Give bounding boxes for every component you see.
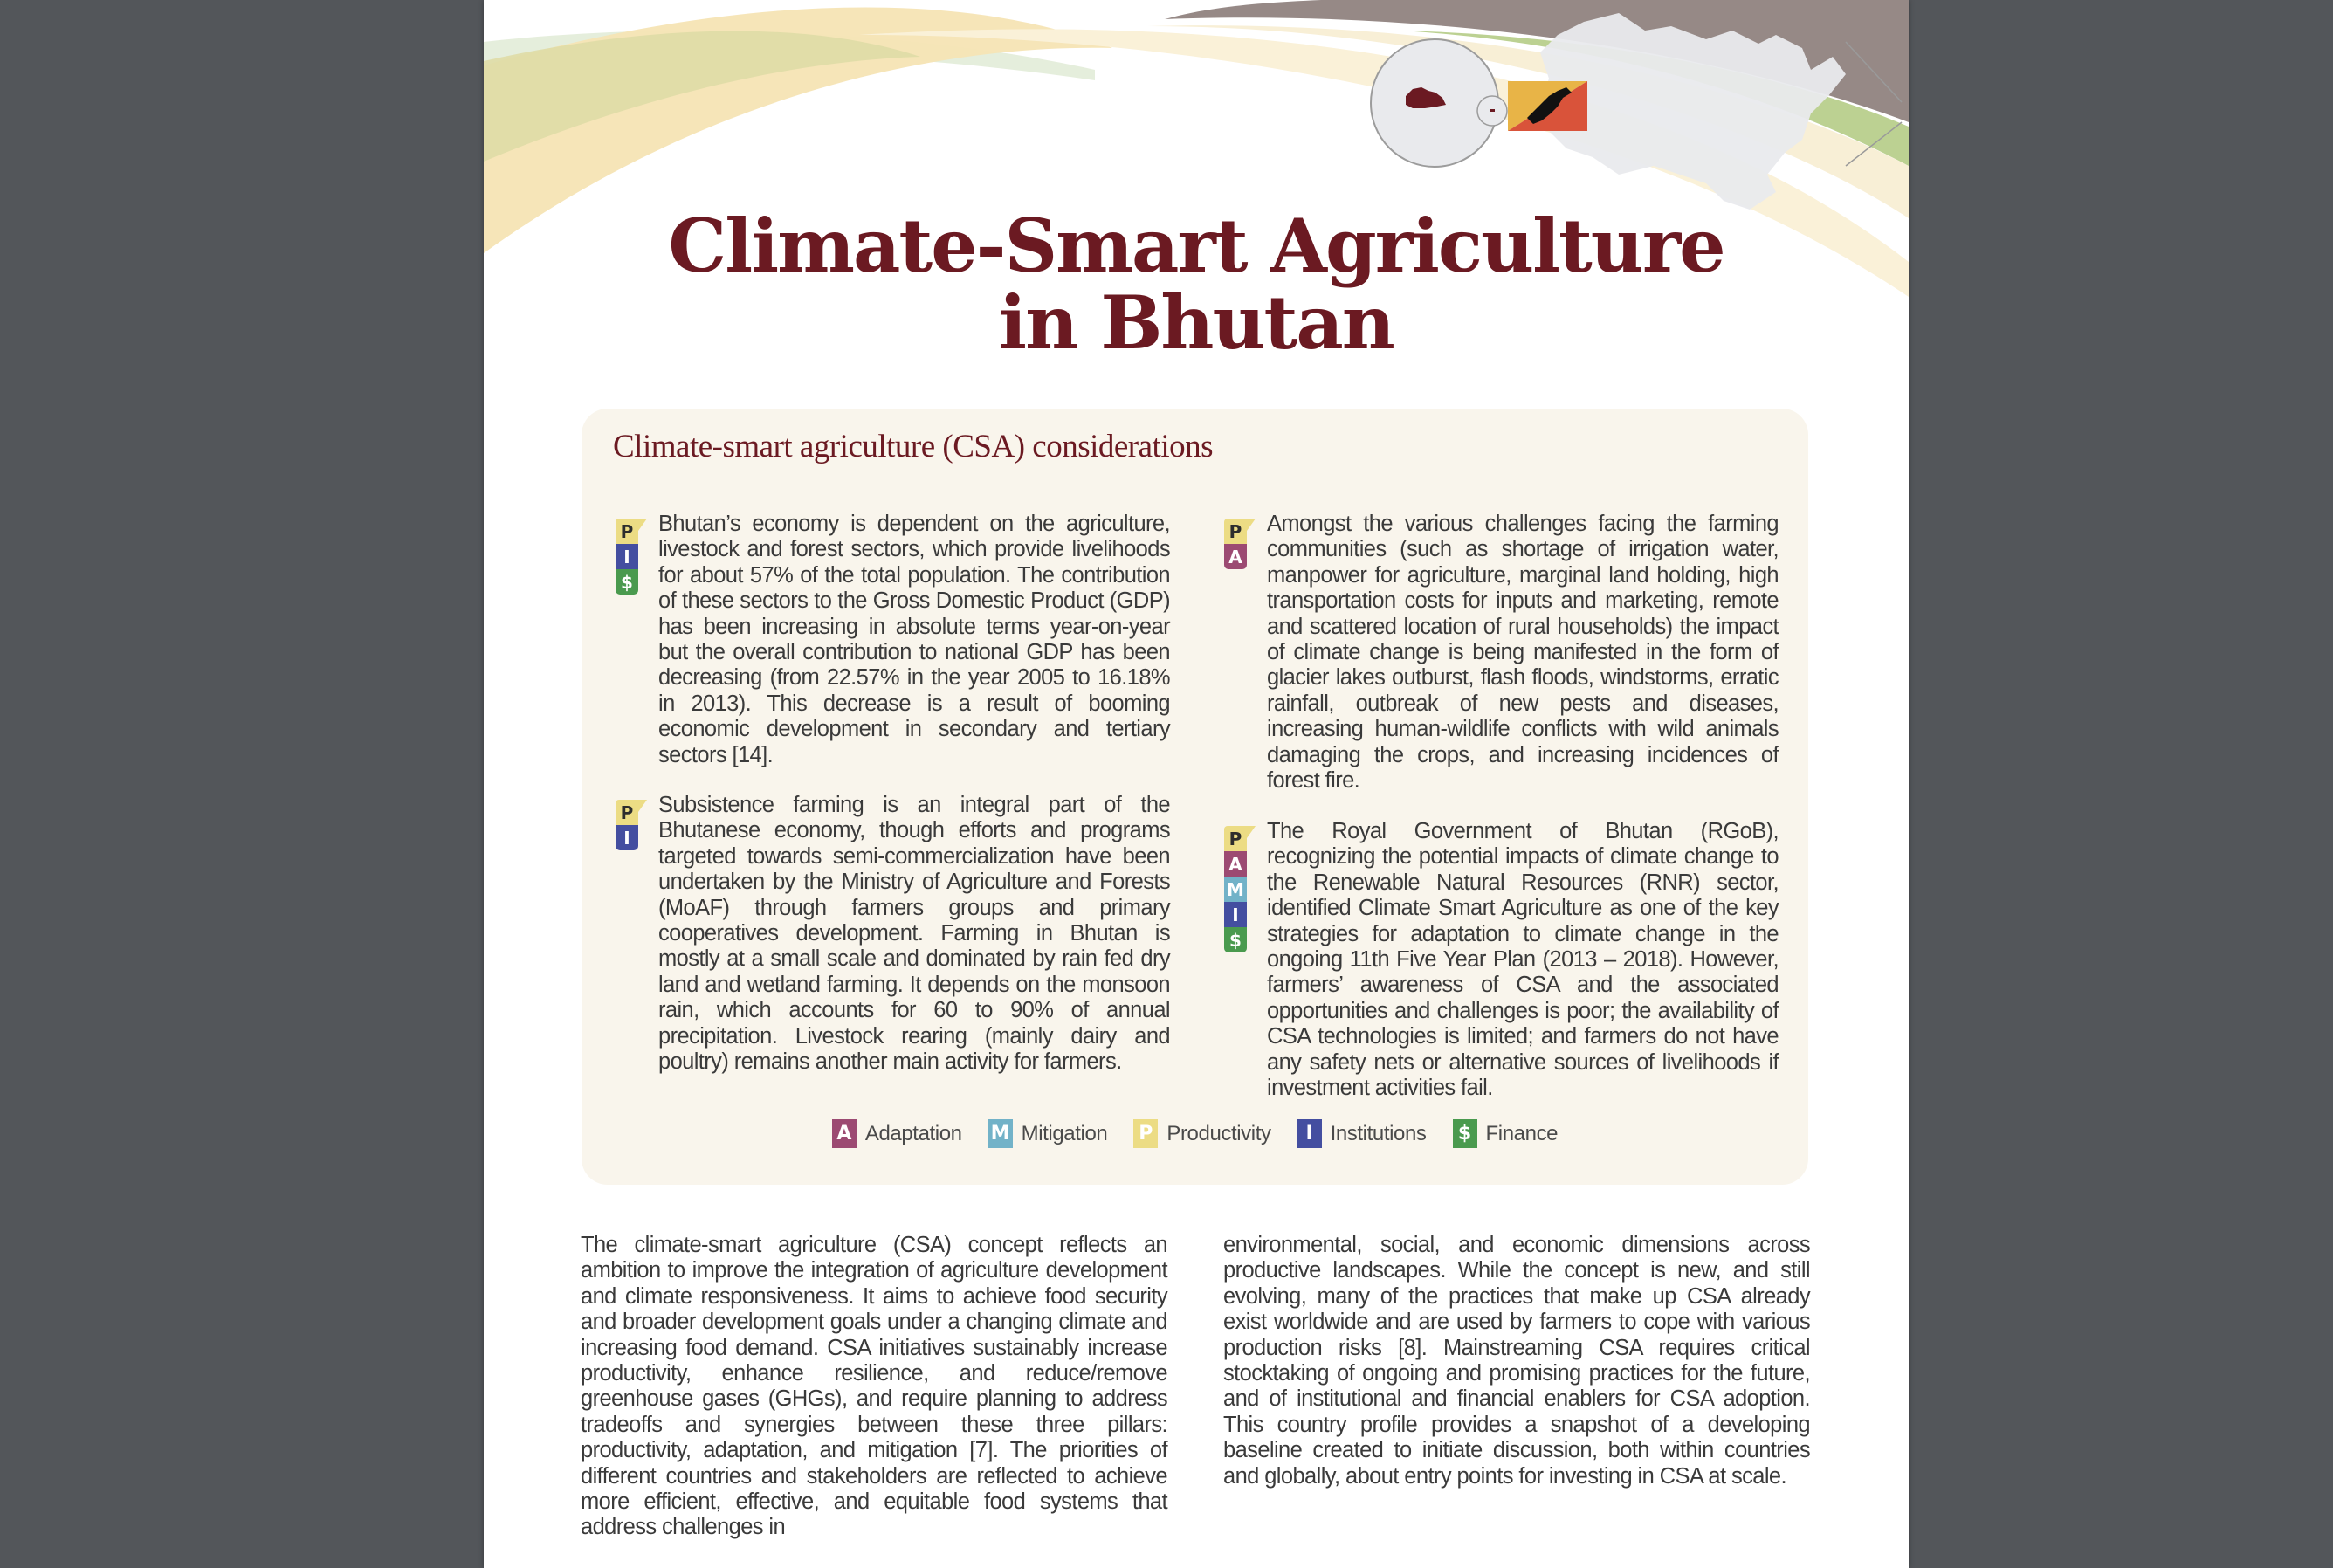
body-paragraph-col2: environmental, social, and economic dimensions across productive landscapes. While the concept is new, and still evolving, many of the practices that make up CSA already exist worldwide and are used by farmers to cope with various production risks [8]. Mainstreaming CSA requires critical stocktaking of ongoing and promising practices for the future, and of institutional and financial enablers for CSA adoption. This country profile provides a snapshot of a developing baseline created to initiate discussion, both within countries and globally, about entry points for investing in CSA at scale. — [1223, 1233, 1810, 1489]
legend-label: Finance — [1485, 1121, 1559, 1145]
productivity-badge-icon: P — [616, 800, 638, 825]
legend-label: Adaptation — [864, 1121, 962, 1145]
finance-badge-icon: $ — [1224, 927, 1247, 952]
csa-item — [1224, 512, 1800, 800]
badge-stack — [616, 519, 638, 595]
legend-institutions — [1297, 1119, 1427, 1148]
csa-item-text: Bhutan’s economy is dependent on the agriculture, livestock and forest sectors, which provide livelihoods for about 57% of the total population. The contribution of these sectors to the Gross Domestic Product (GDP) has been increasing in absolute terms year-on-year but the overall contribution to national GDP has been decreasing (from 22.57% in the year 2005 to 16.18% in 2013). This decrease is a result of booming economic development in secondary and tertiary sectors [14]. — [658, 512, 1170, 767]
legend-label: Mitigation — [1021, 1121, 1108, 1145]
csa-item-text: Subsistence farming is an integral part of the Bhutanese economy, though efforts and programs targeted towards semi-commercialization have been undertaken by the Ministry of Agriculture and Forests (MoAF) through farmers groups and primary cooperatives development. Farming in Bhutan is mostly at a small scale and dominated by rain fed dry land and wetland farming. It depends on the monsoon rain, which accounts for 60 to 90% of annual precipitation. Livestock rearing (mainly dairy and poultry) remains another main activity for farmers. — [658, 793, 1170, 1075]
title-line-1: Climate-Smart Agriculture — [668, 203, 1724, 289]
document-title — [484, 203, 1909, 366]
csa-box-title: Climate-smart agriculture (CSA) considerations — [613, 429, 1214, 464]
pillar-legend — [582, 1119, 1808, 1148]
csa-item — [1224, 819, 1800, 1107]
productivity-icon: P — [1133, 1119, 1158, 1148]
productivity-badge-icon: P — [1224, 826, 1247, 851]
finance-icon: $ — [1453, 1119, 1477, 1148]
mitigation-icon: M — [988, 1119, 1013, 1148]
adaptation-icon: A — [832, 1119, 857, 1148]
legend-label: Productivity — [1166, 1121, 1271, 1145]
institutions-badge-icon: I — [616, 544, 638, 569]
csa-item — [616, 512, 1192, 774]
productivity-badge-icon: P — [1224, 519, 1247, 544]
productivity-badge-icon: P — [616, 519, 638, 544]
bhutan-flag-icon — [1508, 81, 1587, 131]
mitigation-badge-icon: M — [1224, 877, 1247, 902]
adaptation-badge-icon: A — [1224, 851, 1247, 877]
legend-finance — [1453, 1119, 1559, 1148]
institutions-badge-icon: I — [616, 825, 638, 850]
csa-item — [616, 793, 1192, 1107]
csa-considerations-box — [582, 409, 1808, 1185]
legend-productivity — [1133, 1119, 1270, 1148]
bhutan-shape-small — [1490, 109, 1495, 112]
body-paragraph-col1: The climate-smart agriculture (CSA) concept reflects an ambition to improve the integration of agriculture development and climate responsiveness. It aims to achieve food security and broader development goals under a changing climate and increasing food demand. CSA initiatives sustainably increase productivity, enhance resilience, and reduce/remove greenhouse gases (GHGs), and require planning to address tradeoffs and synergies between these three pillars: productivity, adaptation, and mitigation [7]. The priorities of different countries and stakeholders are reflected to achieve more efficient, effective, and equitable food systems that address challenges in — [581, 1233, 1167, 1540]
legend-label: Institutions — [1330, 1121, 1427, 1145]
finance-badge-icon: $ — [616, 569, 638, 595]
document-page — [484, 0, 1909, 1568]
csa-item-text: The Royal Government of Bhutan (RGoB), recognizing the potential impacts of climate change to the Renewable Natural Resources (RNR) sector, identified Climate Smart Agriculture as one of the key strategies for adaptation to climate change in the ongoing 11th Five Year Plan (2013 – 2018). However, farmers’ awareness of CSA and the associated opportunities and challenges is poor; the availability of CSA technologies is limited; and farmers do not have any safety nets or alternative sources of livelihoods if investment activities fail. — [1267, 819, 1779, 1101]
adaptation-badge-icon: A — [1224, 544, 1247, 569]
legend-mitigation — [988, 1119, 1108, 1148]
csa-item-text: Amongst the various challenges facing the farming communities (such as shortage of irrigation water, manpower for agriculture, marginal land holding, high transportation costs for inputs and marketing, remote and scattered location of rural households) the impact of climate change is being manifested in the form of glacier lakes outburst, flash floods, windstorms, erratic rainfall, outbreak of new pests and diseases, increasing human-wildlife conflicts with wild animals damaging the crops, and increasing incidences of forest fire. — [1267, 512, 1779, 794]
badge-stack — [1224, 826, 1247, 952]
legend-adaptation — [832, 1119, 962, 1148]
badge-stack — [616, 800, 638, 850]
title-line-2: in Bhutan — [999, 279, 1394, 366]
institutions-icon: I — [1297, 1119, 1322, 1148]
institutions-badge-icon: I — [1224, 902, 1247, 927]
badge-stack — [1224, 519, 1247, 569]
